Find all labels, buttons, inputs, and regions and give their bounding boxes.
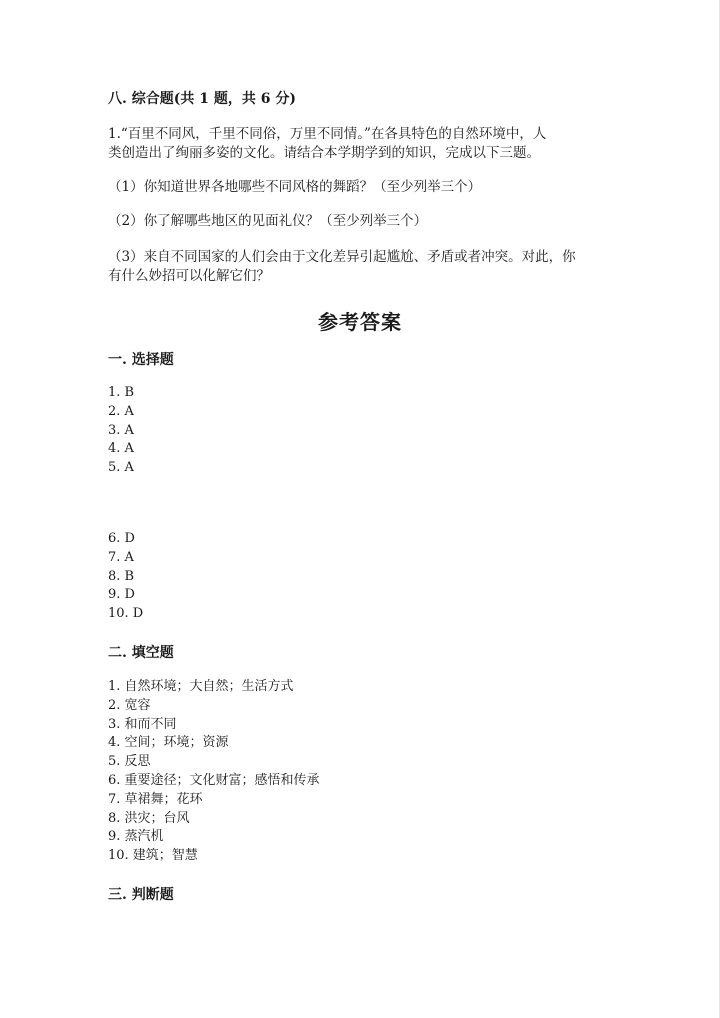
answer-item: 2. A [108, 403, 134, 419]
answer-item: 2. 宽容 [108, 697, 151, 713]
question-1-line-1: 1.“百里不同风，千里不同俗，万里不同情。”在各具特色的自然环境中，人 [108, 126, 547, 142]
answer-item: 8. B [108, 568, 135, 584]
fill-answers-list [108, 678, 320, 866]
answer-item: 5. A [108, 460, 134, 476]
answer-item: 6. 重要途径；文化财富；感悟和传承 [108, 772, 320, 788]
answer-item: 10. 建筑；智慧 [108, 848, 198, 864]
choice-section-heading: 一. 选择题 [108, 352, 174, 368]
sub-question-1: （1）你知道世界各地哪些不同风格的舞蹈？（至少列举三个） [108, 179, 482, 195]
answer-item: 7. 草裙舞；花环 [108, 791, 203, 807]
sub-question-2: （2）你了解哪些地区的见面礼仪？（至少列举三个） [108, 213, 428, 229]
answer-item: 9. 蒸汽机 [108, 829, 164, 845]
answer-item: 3. 和而不同 [108, 716, 177, 732]
question-1-line-2: 类创造出了绚丽多姿的文化。请结合本学期学到的知识，完成以下三题。 [108, 145, 540, 161]
sub-question-3-line-2: 有什么妙招可以化解它们？ [108, 268, 270, 284]
sub-question-3-line-1: （3）来自不同国家的人们会由于文化差异引起尴尬、矛盾或者冲突。对此，你 [108, 249, 576, 265]
answer-item: 6. D [108, 531, 135, 546]
answer-key-title: 参考答案 [318, 310, 402, 334]
answer-item: 8. 洪灾；台风 [108, 810, 190, 826]
answer-item: 1. B [108, 385, 135, 400]
answer-item: 3. A [108, 422, 134, 438]
answer-item: 1. 自然环境；大自然；生活方式 [108, 679, 294, 694]
choice-answers-group-1 [108, 384, 134, 478]
answer-item: 4. 空间；环境；资源 [108, 735, 229, 751]
answer-item: 9. D [108, 587, 135, 603]
answer-item: 5. 反思 [108, 754, 151, 770]
judge-section-heading: 三. 判断题 [108, 887, 174, 903]
section-8-title: 八. 综合题(共 1 题，共 6 分) [108, 91, 296, 107]
answer-item: 7. A [108, 549, 134, 565]
fill-section-heading: 二. 填空题 [108, 645, 174, 661]
answer-item: 10. D [108, 606, 144, 622]
answer-item: 4. A [108, 441, 134, 457]
choice-answers-group-2 [108, 530, 143, 624]
